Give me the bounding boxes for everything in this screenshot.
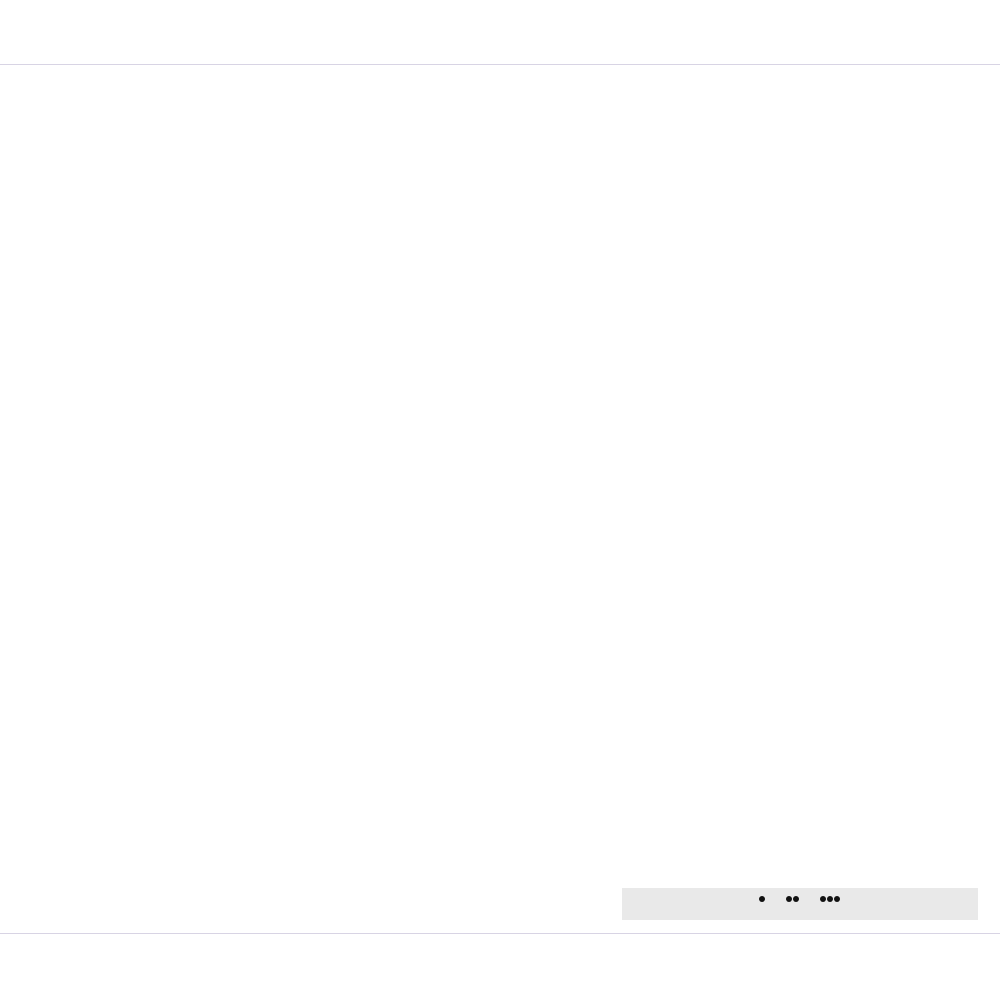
legend-pro (820, 893, 841, 903)
catalog-frame (0, 64, 1000, 934)
legend-amateur (786, 893, 800, 903)
difficulty-legend (622, 888, 978, 920)
legend-beginner (759, 893, 766, 903)
